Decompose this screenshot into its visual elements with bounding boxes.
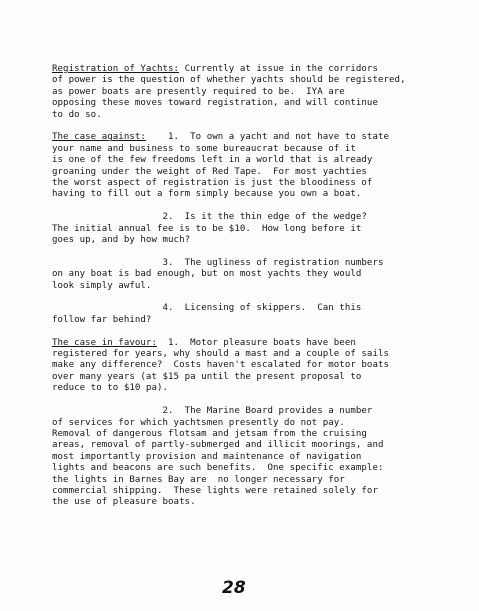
- text-line: follow far behind?: [52, 314, 152, 325]
- text-line: having to fill out a form simply because you own a boat.: [52, 189, 362, 200]
- text-line: to do so.: [52, 109, 102, 120]
- text-line: the use of pleasure boats.: [52, 497, 196, 508]
- text-line: opposing these moves toward registration, and will continue: [52, 98, 378, 109]
- text-line: lights and beacons are such benefits. One specific example:: [52, 463, 384, 474]
- page-number: 28: [222, 578, 246, 598]
- registration-paragraph: [52, 64, 457, 121]
- text-line: 3. The ugliness of registration numbers: [52, 257, 384, 268]
- case-against-point-1: [52, 132, 457, 200]
- text-line: is one of the few freedoms left in a world that is already: [52, 155, 373, 166]
- registration-heading: Registration of Yachts:: [52, 64, 180, 74]
- text-line: over many years (at $15 pa until the present proposal to: [52, 371, 362, 382]
- text-line: 2. Is it the thin edge of the wedge?: [52, 212, 367, 223]
- case-against-first-line: [52, 132, 457, 143]
- case-against-heading: The case against:: [52, 132, 146, 143]
- text-line: as power boats are presently required to be. IYA are: [52, 86, 345, 97]
- text-line: The initial annual fee is to be $10. How long before it: [52, 223, 362, 234]
- text-line: registered for years, why should a mast and a couple of sails: [52, 349, 390, 360]
- case-favour-point-2: [52, 406, 457, 509]
- registration-first-line-text: Currently at issue in the corridors: [179, 64, 378, 74]
- registration-first-line: [52, 64, 457, 75]
- typewritten-text: [52, 64, 457, 520]
- text-line: the worst aspect of registration is just the bloodiness of: [52, 178, 373, 189]
- case-favour-point-1: [52, 338, 457, 395]
- case-against-point-4: [52, 303, 457, 326]
- case-favour-first-line: [52, 338, 457, 349]
- text-line: areas, removal of partly-submerged and illicit moorings, and: [52, 440, 384, 451]
- text-line: the lights in Barnes Bay are no longer necessary for: [52, 474, 345, 485]
- case-against-point-1-first-text: 1. To own a yacht and not have to state: [145, 132, 390, 143]
- text-line: of services for which yachtsmen presently do not pay.: [52, 417, 345, 428]
- case-favour-point-1-first-text: 1. Motor pleasure boats have been: [156, 337, 356, 348]
- text-line: 4. Licensing of skippers. Can this: [52, 303, 362, 314]
- case-against-point-2: [52, 212, 457, 246]
- text-line: most importantly provision and maintenance of navigation: [52, 451, 362, 462]
- text-line: look simply awful.: [52, 280, 152, 291]
- text-line: on any boat is bad enough, but on most yachts they would: [52, 269, 362, 280]
- text-line: make any difference? Costs haven't escalated for motor boats: [52, 360, 390, 371]
- case-favour-heading: The case in favour:: [52, 337, 157, 348]
- text-line: reduce to to $10 pa).: [52, 383, 169, 394]
- case-against-point-3: [52, 258, 457, 292]
- text-line: your name and business to some bureaucrat because of it: [52, 143, 356, 154]
- text-line: Removal of dangerous flotsam and jetsam from the cruising: [52, 428, 367, 439]
- text-line: 2. The Marine Board provides a number: [52, 406, 373, 417]
- text-line: of power is the question of whether yachts should be registered,: [52, 75, 406, 86]
- text-line: goes up, and by how much?: [52, 235, 191, 246]
- text-line: groaning under the weight of Red Tape. For most yachties: [52, 166, 367, 177]
- text-line: commercial shipping. These lights were retained solely for: [52, 485, 378, 496]
